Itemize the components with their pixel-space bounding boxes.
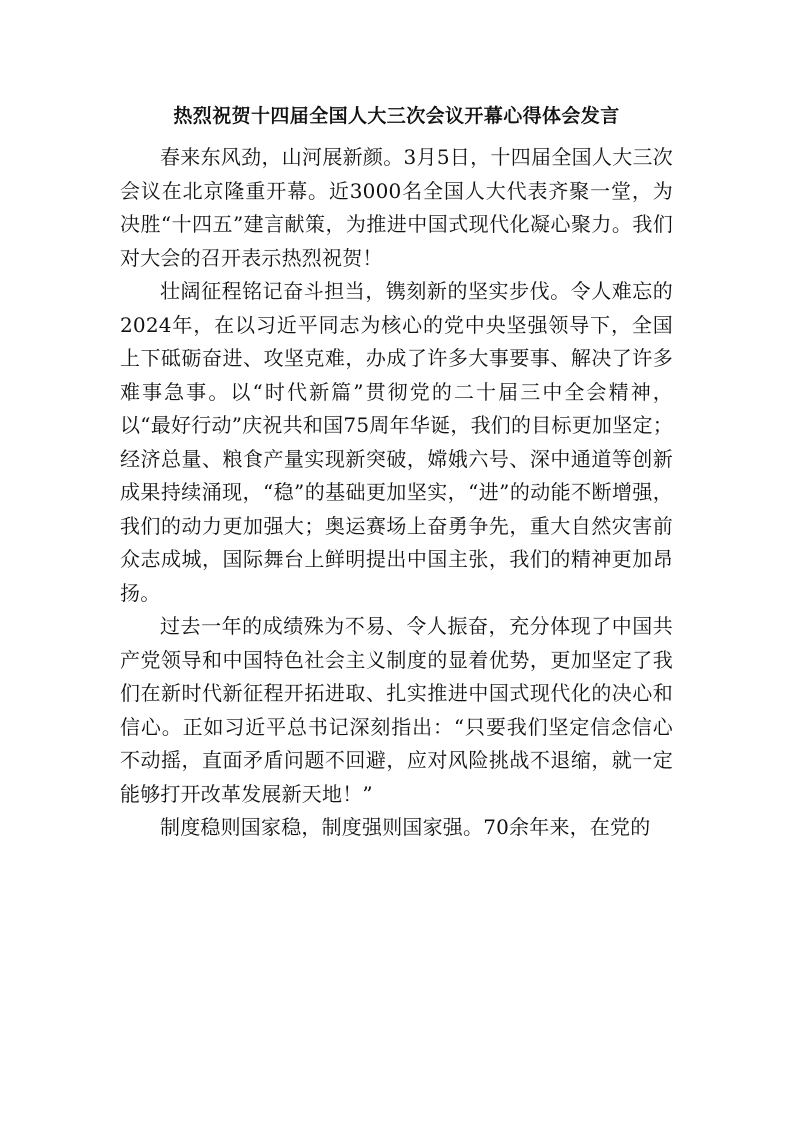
- paragraph-2: 壮阔征程铭记奋斗担当，镌刻新的坚实步伐。令人难忘的2024年，在以习近平同志为核心的党中央坚强领导下，全国上下砥砺奋进、攻坚克难，办成了许多大事要事、解决了许多难事急事。以“时代新篇”贯彻党的二十届三中全会精神，以“最好行动”庆祝共和国75周年华诞，我们的目标更加坚定；经济总量、粮食产量实现新突破，嫦娥六号、深中通道等创新成果持续涌现，“稳”的基础更加坚实，“进”的动能不断增强，我们的动力更加强大；奥运赛场上奋勇争先，重大自然灾害前众志成城，国际舞台上鲜明提出中国主张，我们的精神更加昂扬。: [120, 279, 673, 605]
- paragraph-1: 春来东风劲，山河展新颜。3月5日，十四届全国人大三次会议在北京隆重开幕。近3000名全国人大代表齐聚一堂，为决胜“十四五”建言献策，为推进中国式现代化凝心聚力。我们对大会的召开表示热烈祝贺！: [120, 145, 673, 270]
- paragraph-3: 过去一年的成绩殊为不易、令人振奋，充分体现了中国共产党领导和中国特色社会主义制度的显着优势，更加坚定了我们在新时代新征程开拓进取、扎实推进中国式现代化的决心和信心。正如习近平总书记深刻指出：“只要我们坚定信念信心不动摇，直面矛盾问题不回避，应对风险挑战不退缩，就一定能够打开改革发展新天地！”: [120, 614, 673, 806]
- paragraph-4: 制度稳则国家稳，制度强则国家强。70余年来，在党的: [160, 815, 651, 839]
- document-title: 热烈祝贺十四届全国人大三次会议开幕心得体会发言: [173, 105, 620, 127]
- document-body: [120, 141, 673, 845]
